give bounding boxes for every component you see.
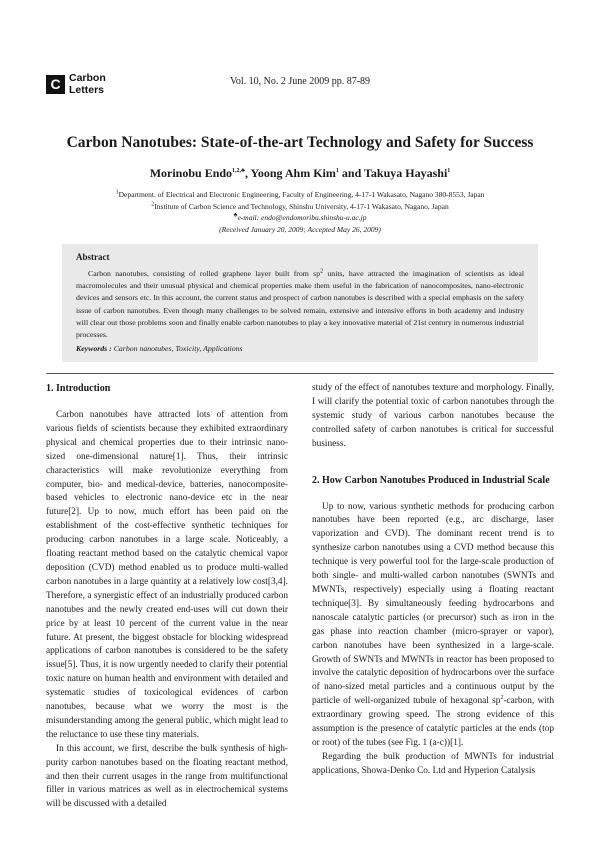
affiliation-2 — [0, 202, 600, 211]
abstract-sup: 2 — [320, 268, 324, 275]
affiliation-2-text: Institute of Carbon Science and Technology, Shinshu University, 4-17-1 Wakasato, Nagano, Japan — [154, 202, 449, 211]
affiliation-1-sup: 1 — [115, 189, 119, 196]
paper-title: Carbon Nanotubes: State-of-the-art Technology and Safety for Success — [66, 134, 534, 151]
email-label: e-mail: — [237, 213, 262, 222]
section-divider — [46, 373, 554, 374]
section-2-para-1-b: -carbon, with extraordinary growing speed. The strong evidence of this assumption is the presence of catalytic particles at the ends (top or root) of the tubes (see Fig. 1 (a-c))[1]. — [312, 696, 554, 748]
author-2: , Yoong Ahm Kim — [244, 166, 336, 180]
keywords-list: Carbon nanotubes, Toxicity, Applications — [113, 344, 243, 353]
journal-logo-mark: C — [46, 75, 65, 94]
author-list — [0, 166, 600, 181]
keywords — [76, 344, 243, 353]
abstract-text — [76, 268, 524, 341]
section-1-heading: 1. Introduction — [46, 383, 111, 394]
section-2-para-1-a: Up to now, various synthetic methods for producing carbon nanotubes have been reported (e.g., arc discharge, laser vaporization and CVD). The dominant recent trend is to synthesize carbon nanotubes using a CVD method because this technique is very powerful tool for the large-scale production of both single- and multi-walled carbon nanotubes (SWNTs and MWNTs, respectively) especially using a floating reactant technique[3]. By simultaneously feeding hydrocarbons and nanoscale catalytic particles (or precursor) such as iron in the gas phase into reaction chamber (micro-sprayer or vapor), carbon nanotubes have been synthesized in a large-scale. Growth of SWNTs and MWNTs in reactor has been proposed to involve the catalytic deposition of hydrocarbons over the surface of nano-sized metal particles and a continuous output by the particle of well-organized tubule of hexagonal sp — [312, 501, 554, 707]
affiliation-1 — [0, 190, 600, 199]
author-3: and Takuya Hayashi — [338, 166, 448, 180]
author-2-sup: 1 — [335, 168, 339, 174]
abstract-text-a: Carbon nanotubes, consisting of rolled graphene layer built from sp — [88, 269, 321, 278]
section-1-para-2: In this account, we first, describe the bulk synthesis of high-purity carbon nanotubes based on the floating reactant method, and then their current usages in the range from multifunctional filler in various matrices as well as in electrochemical systems will be discussed with a detailed — [46, 743, 288, 810]
affiliation-2-sup: 2 — [151, 201, 155, 208]
volume-info: Vol. 10, No. 2 June 2009 pp. 87-89 — [229, 76, 371, 87]
logo-line2: Letters — [69, 84, 105, 96]
author-1: Morinobu Endo — [149, 166, 233, 180]
section-1-para-2-cont: study of the effect of nanotubes texture and morphology. Finally, I will clarify the potential toxic of carbon nanotubes through the systemic study of various carbon nanotubes because the controlled safety of carbon nanotubes is critical for successful business. — [312, 383, 554, 449]
abstract-text-b: units, have attracted the imagination of scientists as ideal macromolecules and their unusual physical and chemical properties make them useful in the fabrication of nanocomposites, nano-electronic devices and sensors etc. In this account, the current status and prospect of carbon nanotubes is described with a special emphasis on the safety issue of carbon nanotubes. Even though many challenges to be solved remain, extensive and intensive efforts in both academy and industry will clear out those problems soon and finally enable carbon nanotubes to play a key innovative material of 21st century in numerous industrial processes. — [76, 269, 524, 340]
keywords-label: Keywords : — [76, 344, 114, 353]
section-2-para-1 — [312, 501, 554, 751]
section-2-heading: 2. How Carbon Nanotubes Produced in Industrial Scale — [312, 474, 550, 486]
right-column — [312, 382, 554, 779]
author-1-sup: 1,2,♣ — [232, 168, 245, 174]
abstract-box — [62, 244, 538, 362]
left-column — [46, 382, 288, 812]
author-3-sup: 1 — [447, 168, 451, 174]
email-line — [0, 213, 600, 222]
email-symbol: ♣ — [233, 212, 238, 219]
email-address[interactable]: endo@endomoribu.shinshu-u.ac.jp — [261, 213, 367, 222]
section-2-para-2: Regarding the bulk production of MWNTs for industrial applications, Showa-Denko Co. Ltd and Hyperion Catalysis — [312, 751, 554, 776]
affiliation-1-text: Department. of Electrical and Electronic Engineering, Faculty of Engineering, 4-17-1 Wakasato, Nagano 380-8553, Japan — [118, 190, 485, 199]
received-date: (Received January 20, 2009; Accepted May 26, 2009) — [219, 225, 381, 234]
abstract-heading: Abstract — [76, 252, 110, 262]
logo-line1: Carbon — [69, 72, 106, 84]
section-1-para-1: Carbon nanotubes have attracted lots of attention from various fields of scientists because they exhibited extraordinary physical and chemical properties due to their intrinsic nano-sized one-dimensional nature[1]. Thus, their intrinsic characteristics will make revolutionize everything from computer, bio- and medical-device, batteries, nanocomposite-based vehicles to electronic nano-device etc in the near future[2]. Up to now, much effort has been paid on the establishment of the cost-effective synthetic techniques for producing carbon nanotubes in a large scale. Noticeably, a floating reactant method based on the catalytic chemical vapor deposition (CVD) method enabled us to produce multi-walled carbon nanotubes in a large quantity at a relatively low cost[3,4]. Therefore, a synergistic effect of an industrially produced carbon nanotubes and the newly created end-uses will cut down their price by at least 10 percent of the current value in the near future. At present, the biggest obstacle for blocking widespread applications of carbon nanotubes is considered to be the safety issue[5]. Thus, it is now urgently needed to clarify their potential toxic nature on human health and environment with detailed and systematic studies of toxicological evidences of carbon nanotubes, because what we worry the most is the misunderstanding among the general public, which might lead to the reluctance to use these tiny materials. — [46, 410, 288, 740]
section-2-sup: 2 — [500, 695, 504, 702]
